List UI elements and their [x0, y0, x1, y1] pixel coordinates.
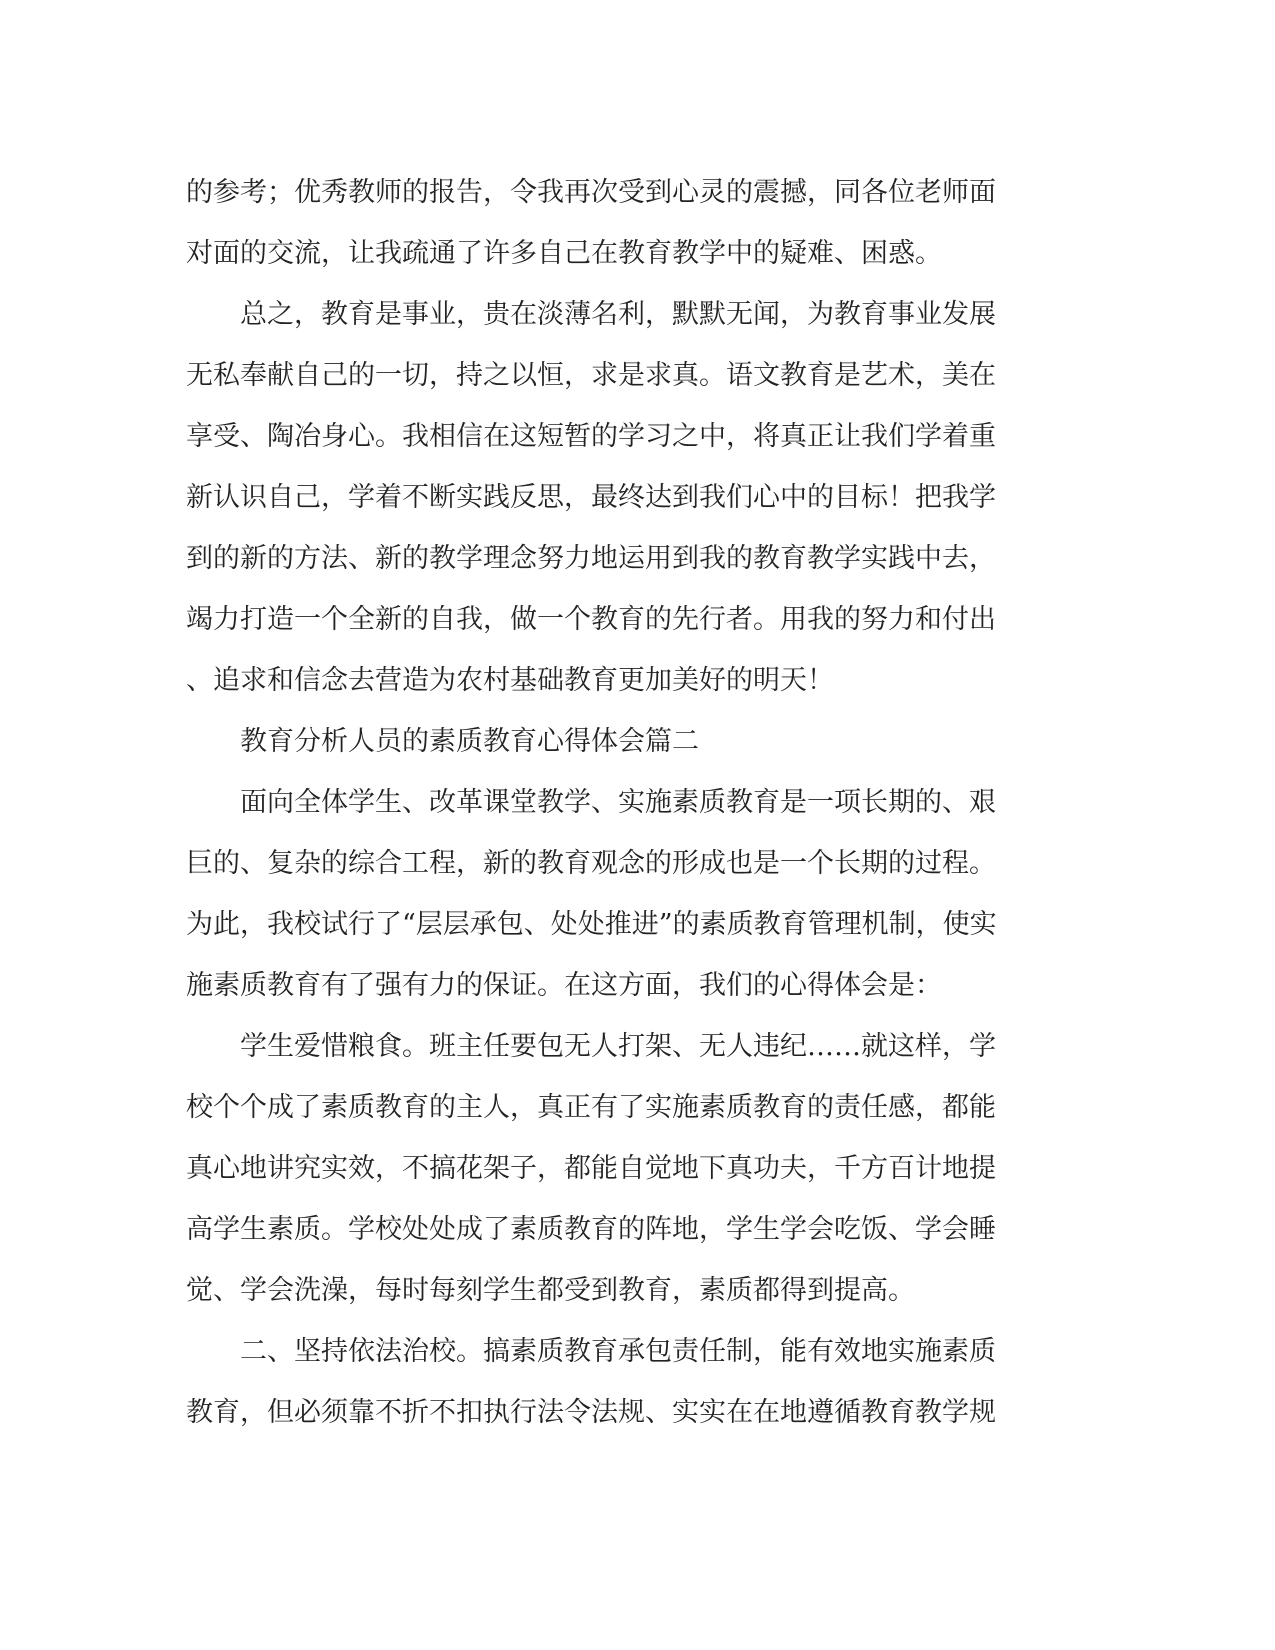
text-line: 施素质教育有了强有力的保证。在这方面，我们的心得体会是： [186, 970, 942, 1001]
text-line: 真心地讲究实效，不搞花架子，都能自觉地下真功夫，千方百计地提 [186, 1153, 996, 1184]
text-line: 教育，但必须靠不折不扣执行法令法规、实实在在地遵循教育教学规 [186, 1397, 996, 1428]
text-line: 对面的交流，让我疏通了许多自己在教育教学中的疑难、困惑。 [186, 238, 942, 269]
paragraph-start-line: 面向全体学生、改革课堂教学、实施素质教育是一项长期的、艰 [186, 787, 996, 818]
text-line: 校个个成了素质教育的主人，真正有了实施素质教育的责任感，都能 [186, 1092, 996, 1123]
text-line: 巨的、复杂的综合工程，新的教育观念的形成也是一个长期的过程。 [186, 848, 996, 879]
text-line: 无私奉献自己的一切，持之以恒，求是求真。语文教育是艺术，美在 [186, 360, 996, 391]
paragraph-start-line: 总之，教育是事业，贵在淡薄名利，默默无闻，为教育事业发展 [186, 299, 996, 330]
text-line: 、追求和信念去营造为农村基础教育更加美好的明天！ [186, 665, 834, 696]
paragraph-start-line: 学生爱惜粮食。班主任要包无人打架、无人违纪……就这样，学 [186, 1031, 996, 1062]
paragraph-start-line: 二、坚持依法治校。搞素质教育承包责任制，能有效地实施素质 [186, 1336, 996, 1367]
text-line: 的参考；优秀教师的报告，令我再次受到心灵的震撼，同各位老师面 [186, 177, 996, 208]
text-line: 竭力打造一个全新的自我，做一个教育的先行者。用我的努力和付出 [186, 604, 996, 635]
text-line: 高学生素质。学校处处成了素质教育的阵地，学生学会吃饭、学会睡 [186, 1214, 996, 1245]
document-body [186, 162, 1066, 1443]
text-line: 觉、学会洗澡，每时每刻学生都受到教育，素质都得到提高。 [186, 1275, 915, 1306]
text-line: 享受、陶冶身心。我相信在这短暂的学习之中，将真正让我们学着重 [186, 421, 996, 452]
section-heading: 教育分析人员的素质教育心得体会篇二 [186, 726, 699, 757]
text-line: 为此，我校试行了“层层承包、处处推进”的素质教育管理机制，使实 [186, 909, 997, 940]
text-line: 新认识自己，学着不断实践反思，最终达到我们心中的目标！把我学 [186, 482, 996, 513]
text-line: 到的新的方法、新的教学理念努力地运用到我的教育教学实践中去， [186, 543, 996, 574]
